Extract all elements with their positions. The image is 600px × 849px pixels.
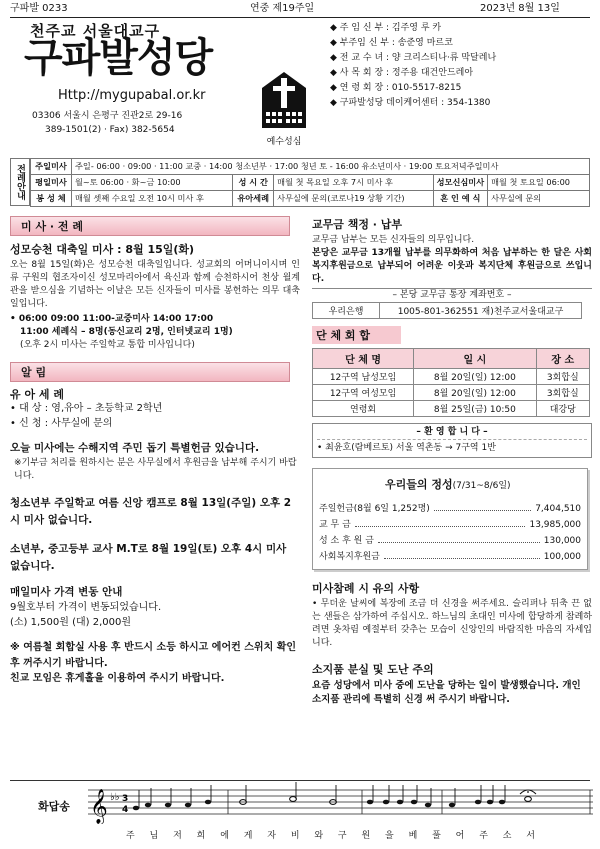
staff-row: ◆ 부주임 신 부 : 송준영 마르코 [330,38,453,49]
groups-table: 단 체 명 일 시 장 소 12구역 남성모임 8월 20일(일) 12:00 3회합실 12구역 여성모임 8월 20일(일) 12:00 3회합실 연령회 8월 25일(금) 10:50 대강당 [312,348,590,417]
svg-text:♭♭: ♭♭ [110,792,120,803]
account-number: 1005-801-362551 재)천주교서울대교구 [380,303,582,319]
theft-body: 요즘 성당에서 미사 중에 도난을 당하는 일이 발생했습니다. 개인 소지품 관리에 특별히 신경 써 주시기 바랍니다. [312,679,581,705]
offering-title: 우리들의 정성(7/31~8/6일) [379,476,517,492]
schedule-side-label: 전례안내 [10,158,30,206]
daily-missal-title: 매일미사 가격 변동 안내 [10,586,123,599]
svg-text:4: 4 [122,805,129,815]
issue-number: 구파발 0233 [10,3,68,14]
groups-section-title: 단 체 회 합 [312,326,401,344]
infant-target: • 대 상 : 영,유아 – 초등학교 2학년 [10,403,163,415]
parish-phone: 389-1501(2) · Fax) 382-5654 [45,125,175,135]
aircon-notice: ※ 여름철 회합실 사용 후 반드시 소등 하시고 에어컨 스위치 확인 후 꺼주시기 바랍니다. [10,642,297,669]
staff-row: ◆ 구파발성당 데이케어센터 : 354-1380 [330,98,491,109]
mass-times-line: • 06:00 09:00 11:00-교중미사 14:00 17:00 [10,314,214,325]
welcome-box [312,423,592,458]
staff-row: ◆ 전 교 수 녀 : 양 크리스티나·류 막달레나 [330,53,497,64]
table-row: 12구역 여성모임 8월 20일(일) 12:00 3회합실 [313,385,590,401]
logo-caption: 예수성심 [266,137,302,147]
mass-note: (오후 2시 미사는 주일학교 통합 미사입니다) [20,340,195,351]
schedule-row: 주일미사 주일- 06:00 · 09:00 · 11:00 교중 · 14:00 청소년부 · 17:00 청년 토 - 16:00 유소년미사 · 19:00 토요저녁주일미사 [31,159,590,175]
assumption-title: 성모승천 대축일 미사 : 8월 15일(화) [10,243,195,256]
infant-apply: • 신 청 : 사무실에 문의 [10,417,113,429]
psalm-label: 화답송 [38,800,70,813]
daily-missal-line1: 9월호부터 가격이 변동되었습니다. [10,602,162,614]
table-row: 연령회 8월 25일(금) 10:50 대강당 [313,401,590,417]
tithe-body-1: 교무금 납부는 모든 신자들의 의무입니다. [312,235,475,245]
music-notation-icon [88,780,593,824]
caution-title: 미사참례 시 유의 사항 [312,582,420,596]
svg-text:3: 3 [122,794,129,804]
flood-offering-note: ※기부금 처리를 원하시는 분은 사무실에서 후원금을 납부해 주시기 바랍니다. [14,458,297,482]
archdiocese-name: 천주교 서울대교구 [30,22,161,40]
parish-address: 03306 서울시 은평구 진관2로 29-16 [32,111,183,121]
news-section-title: 알 림 [10,362,290,382]
staff-row: ◆ 연 령 회 장 : 010-5517-8215 [330,83,462,94]
tithe-title: 교무금 책정 · 납부 [312,218,403,231]
youth-camp-notice: 청소년부 주일학교 여름 신앙 캠프로 8월 13일(주일) 오후 2시 미사 없습니다. [10,497,292,526]
schedule-row: 평일미사 월~토 06:00 · 화~금 10:00 성 시 간 매월 첫 목요일 오후 7시 미사 후 성모신심미사 매월 첫 토요일 06:00 [31,175,590,191]
assumption-body: 오는 8월 15일(화)은 성모승천 대축일입니다. 성교회의 어머니이시며 인류 구원의 협조자이신 성모마리아에서 육신과 함께 승천하시어 천상 월계관을 받으심을 기념하는 이날은 모든 신자들이 미사를 봉헌하는 의무 대축일입니다. [10,260,300,310]
psalm-lyrics: 주 님 저 희 에 게 자 비 와 구 원 을 베 풀 어 주 소 서 [126,831,536,841]
bank-name: 우리은행 [313,303,380,319]
left-column [10,216,300,687]
staff-row: ◆ 주 임 신 부 : 김주영 루 카 [330,23,442,33]
welcome-title: – 환 영 합 니 다 – [416,427,488,438]
offering-row: 성 소 후 원 금 130,000 [319,536,581,547]
schedule-row: 봉 성 체 매월 셋째 수요일 오전 10시 미사 후 유아세례 사무실에 문의(코로나19 상황 기간) 혼 인 예 식 사무실에 문의 [31,191,590,207]
theft-title: 소지품 분실 및 도난 주의 [312,662,434,676]
staff-list [330,22,595,110]
church-logo-icon [258,70,310,130]
music-staff [88,780,593,842]
svg-text:𝄞: 𝄞 [90,789,108,824]
offering-row: 사회복지후원금 100,000 [319,552,581,563]
daily-missal-line2: (소) 1,500원 (대) 2,000원 [10,616,132,628]
teacher-mt-notice: 소년부, 중고등부 교사 M.T로 8월 19일(토) 오후 4시 미사 없습니다. [10,542,287,572]
offering-box [312,468,588,570]
sacred-heart-logo [258,70,310,147]
mass-section-title: 미 사 · 전 례 [10,216,290,236]
baptism-line: 11:00 세례식 – 8명(동신교리 2명, 인터넷교리 1명) [20,327,233,338]
fellowship-notice: 친교 모임은 휴게홀을 이용하여 주시기 바랍니다. [10,673,225,685]
caution-body: • 무더운 날씨에 복장에 조금 더 신경을 써주세요. 슬리퍼나 뒤축 끈 없는 샌들은 삼가하여 주십시오. 하느님의 초대인 미사에 합당하게 참례하려면 옷차림 예절부터 갖추는 모습이 신앙인의 바람직한 마음의 자세입니다. [312,599,592,649]
infant-baptism-title: 유 아 세 례 [10,388,64,402]
right-column [312,216,592,707]
tithe-body-2: 본당은 교무금 13개월 납부를 의무화하여 처음 납부하는 한 달은 사회복지후원금으로 납부되어 어려운 이웃과 복지단체 후원금으로 쓰입니다. [312,248,592,285]
staff-row: ◆ 사 목 회 장 : 정주용 대건안드레아 [330,68,474,79]
account-row [313,303,582,319]
table-row: 12구역 남성모임 8월 20일(일) 12:00 3회합실 [313,369,590,385]
bulletin-date: 2023년 8월 13일 [480,3,560,14]
liturgy-schedule [10,158,590,206]
liturgical-week: 연중 제19주일 [250,3,315,14]
offering-row: 교 무 금 13,985,000 [319,520,581,531]
parish-url: Http://mygupabal.or.kr [58,88,206,103]
account-title: – 본당 교무금 통장 계좌번호 – [312,288,592,302]
flood-offering-notice: 오늘 미사에는 수해지역 주민 돕기 특별헌금 있습니다. [10,442,260,455]
parish-name: 구파발성당 [24,35,213,81]
welcome-entry: • 최윤호(람베르토) 서울 역촌동 → 7구역 1반 [317,439,587,455]
offering-row: 주일헌금(8월 6일 1,252명) 7,404,510 [319,504,581,515]
